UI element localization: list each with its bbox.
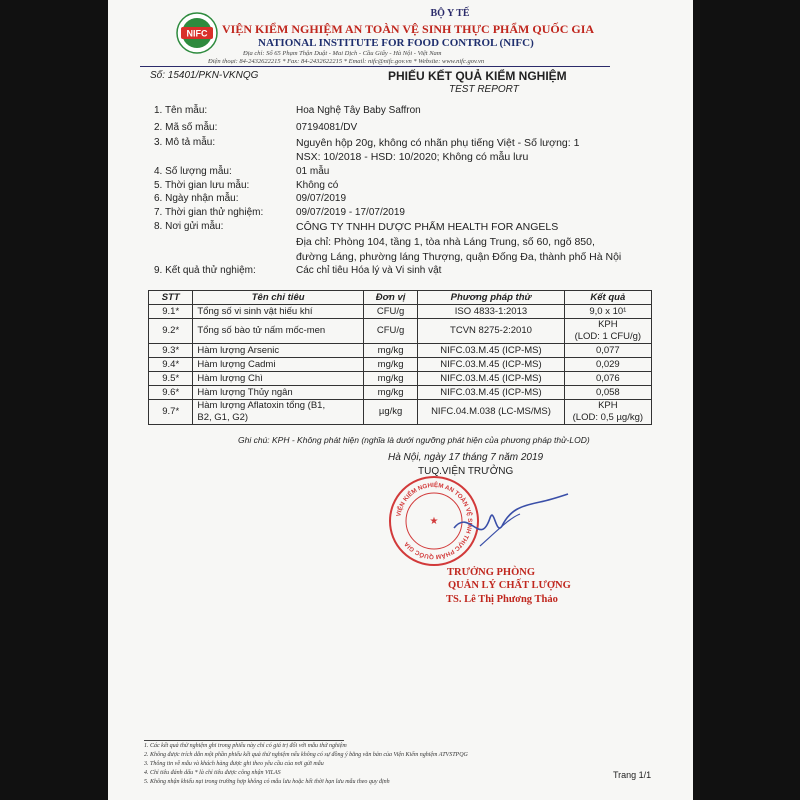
cell-unit: µg/kg <box>363 400 417 425</box>
results-table <box>148 290 652 425</box>
cell-parameter <box>193 400 364 425</box>
institute-name-vn: VIỆN KIỂM NGHIỆM AN TOÀN VỆ SINH THỰC PHẨM QUỐC GIA <box>222 22 595 36</box>
footnote: 3. Thông tin về mẫu và khách hàng được ghi theo yêu cầu của nơi gửi mẫu <box>144 761 324 767</box>
cell-result: 0,058 <box>564 386 651 400</box>
cell-result <box>564 319 651 344</box>
info-label: 7. Thời gian thử nghiệm: <box>154 207 264 218</box>
cell-unit: mg/kg <box>363 372 417 386</box>
info-label: 2. Mã số mẫu: <box>154 122 218 133</box>
signer-dept-line1: TRƯỞNG PHÒNG <box>447 567 535 578</box>
cell-method: NIFC.03.M.45 (ICP-MS) <box>418 372 564 386</box>
institute-contact: Điện thoại: 84-2432622215 * Fax: 84-2432622215 * Email: nifc@nifc.gov.vn * Website: www.nifc.gov.vn <box>208 58 485 65</box>
cell-parameter: Tổng số vi sinh vật hiếu khí <box>193 305 364 319</box>
result-line: KPH <box>598 400 618 411</box>
info-value-line2: Địa chỉ: Phòng 104, tầng 1, tòa nhà Láng Trung, số 60, ngõ 850, <box>296 236 595 248</box>
table-row <box>149 386 652 400</box>
cell-unit: CFU/g <box>363 319 417 344</box>
result-lod: (LOD: 0,5 µg/kg) <box>572 412 644 423</box>
cell-method: ISO 4833-1:2013 <box>418 305 564 319</box>
table-note: Ghi chú: KPH - Không phát hiện (nghĩa là dưới ngưỡng phát hiện của phương pháp thử-LOD) <box>238 435 590 445</box>
table-row <box>149 358 652 372</box>
cell-result: 0,076 <box>564 372 651 386</box>
header-unit: Đơn vị <box>363 291 417 305</box>
place-date: Hà Nội, ngày 17 tháng 7 năm 2019 <box>388 452 544 463</box>
header-method: Phương pháp thử <box>418 291 564 305</box>
cell-method: NIFC.03.M.45 (ICP-MS) <box>418 358 564 372</box>
result-line: KPH <box>598 319 618 330</box>
info-value-line2: NSX: 10/2018 - HSD: 10/2020; Không có mẫu lưu <box>296 151 529 163</box>
header-parameter: Tên chỉ tiêu <box>193 291 364 305</box>
cell-parameter: Hàm lượng Cadmi <box>193 358 364 372</box>
cell-result: 9,0 x 10¹ <box>564 305 651 319</box>
header-result: Kết quả <box>564 291 651 305</box>
info-value: 01 mẫu <box>296 166 330 177</box>
cell-result: 0,029 <box>564 358 651 372</box>
svg-text:★: ★ <box>429 516 439 527</box>
svg-text:VIỆN KIỂM NGHIỆM AN TOÀN VỆ SI: VIỆN KIỂM NGHIỆM AN TOÀN VỆ SINH THỰC PHẨM QUỐC GIA <box>395 481 474 561</box>
signer-name: TS. Lê Thị Phương Thảo <box>446 594 558 605</box>
info-value: CÔNG TY TNHH DƯỢC PHẨM HEALTH FOR ANGELS <box>296 221 559 233</box>
info-value: 07194081/DV <box>296 122 358 133</box>
cell-method: TCVN 8275-2:2010 <box>418 319 564 344</box>
cell-result <box>564 400 651 425</box>
table-row <box>149 319 652 344</box>
table-row <box>149 305 652 319</box>
footnote-divider <box>144 740 344 741</box>
report-subtitle: TEST REPORT <box>449 84 519 95</box>
cell-parameter: Hàm lượng Chì <box>193 372 364 386</box>
info-label: 5. Thời gian lưu mẫu: <box>154 180 250 191</box>
footnote: 1. Các kết quả thử nghiệm ghi trong phiếu này chỉ có giá trị đối với mẫu thử nghiệm <box>144 743 347 749</box>
cell-method: NIFC.03.M.45 (ICP-MS) <box>418 386 564 400</box>
svg-text:NIFC: NIFC <box>186 28 208 39</box>
cell-stt: 9.1* <box>149 305 193 319</box>
cell-unit: CFU/g <box>363 305 417 319</box>
result-lod: (LOD: 1 CFU/g) <box>574 331 642 342</box>
cell-unit: mg/kg <box>363 344 417 358</box>
cell-parameter: Tổng số bào tử nấm mốc-men <box>193 319 364 344</box>
institute-address: Địa chỉ: Số 65 Phạm Thận Duật - Mai Dịch - Cầu Giấy - Hà Nội - Việt Nam <box>243 50 442 57</box>
info-value-line3: đường Láng, phường láng Thượng, quận Đống Đa, thành phố Hà Nội <box>296 251 622 263</box>
cell-stt: 9.6* <box>149 386 193 400</box>
table-row <box>149 372 652 386</box>
info-label: 1. Tên mẫu: <box>154 105 208 116</box>
cell-stt: 9.3* <box>149 344 193 358</box>
info-value: Không có <box>296 180 339 191</box>
footnote: 4. Chỉ tiêu đánh dấu * là chỉ tiêu được công nhận VILAS <box>144 770 281 776</box>
page-number: Trang 1/1 <box>613 770 652 780</box>
footnote: 2. Không được trích dẫn một phần phiếu kết quả thử nghiệm nếu không có sự đồng ý bằng văn bản của Viện Kiểm nghiệm ATVSTPQG <box>144 752 468 758</box>
cell-method: NIFC.04.M.038 (LC-MS/MS) <box>418 400 564 425</box>
info-label: 9. Kết quả thử nghiệm: <box>154 265 256 276</box>
cell-unit: mg/kg <box>363 386 417 400</box>
cell-result: 0,077 <box>564 344 651 358</box>
parameter-line2: B2, G1, G2) <box>197 412 249 423</box>
table-header-row <box>149 291 652 305</box>
table-row <box>149 400 652 425</box>
footnote: 5. Không nhận khiếu nại trong trường hợp không có mẫu lưu hoặc hết thời hạn lưu mẫu theo quy định <box>144 779 390 785</box>
cell-parameter: Hàm lượng Thủy ngân <box>193 386 364 400</box>
ministry-name: BỘ Y TẾ <box>430 8 470 19</box>
cell-stt: 9.7* <box>149 400 193 425</box>
signer-dept-line2: QUẢN LÝ CHẤT LƯỢNG <box>448 580 571 591</box>
info-label: 4. Số lượng mẫu: <box>154 166 232 177</box>
report-number: Số: 15401/PKN-VKNQG <box>150 70 259 81</box>
cell-method: NIFC.03.M.45 (ICP-MS) <box>418 344 564 358</box>
cell-stt: 9.5* <box>149 372 193 386</box>
cell-stt: 9.4* <box>149 358 193 372</box>
cell-stt: 9.2* <box>149 319 193 344</box>
signer-title: TUQ.VIỆN TRƯỞNG <box>418 466 514 477</box>
report-title: PHIẾU KẾT QUẢ KIỂM NGHIỆM <box>388 69 567 83</box>
cell-parameter: Hàm lượng Arsenic <box>193 344 364 358</box>
info-label: 3. Mô tả mẫu: <box>154 137 216 148</box>
table-row <box>149 344 652 358</box>
info-label: 6. Ngày nhận mẫu: <box>154 193 239 204</box>
info-value: 09/07/2019 <box>296 193 347 204</box>
header-divider <box>140 66 610 67</box>
info-value: Các chỉ tiêu Hóa lý và Vi sinh vật <box>296 265 442 276</box>
signature-icon <box>450 488 570 558</box>
parameter-line: Hàm lượng Aflatoxin tổng (B1, <box>197 400 326 411</box>
info-value: Hoa Nghệ Tây Baby Saffron <box>296 105 421 116</box>
header-stt: STT <box>149 291 193 305</box>
info-value: Nguyên hộp 20g, không có nhãn phụ tiếng Việt - Số lượng: 1 <box>296 137 580 149</box>
info-value: 09/07/2019 - 17/07/2019 <box>296 207 405 218</box>
institute-name-en: NATIONAL INSTITUTE FOR FOOD CONTROL (NIFC) <box>258 37 534 49</box>
info-label: 8. Nơi gửi mẫu: <box>154 221 224 232</box>
cell-unit: mg/kg <box>363 358 417 372</box>
